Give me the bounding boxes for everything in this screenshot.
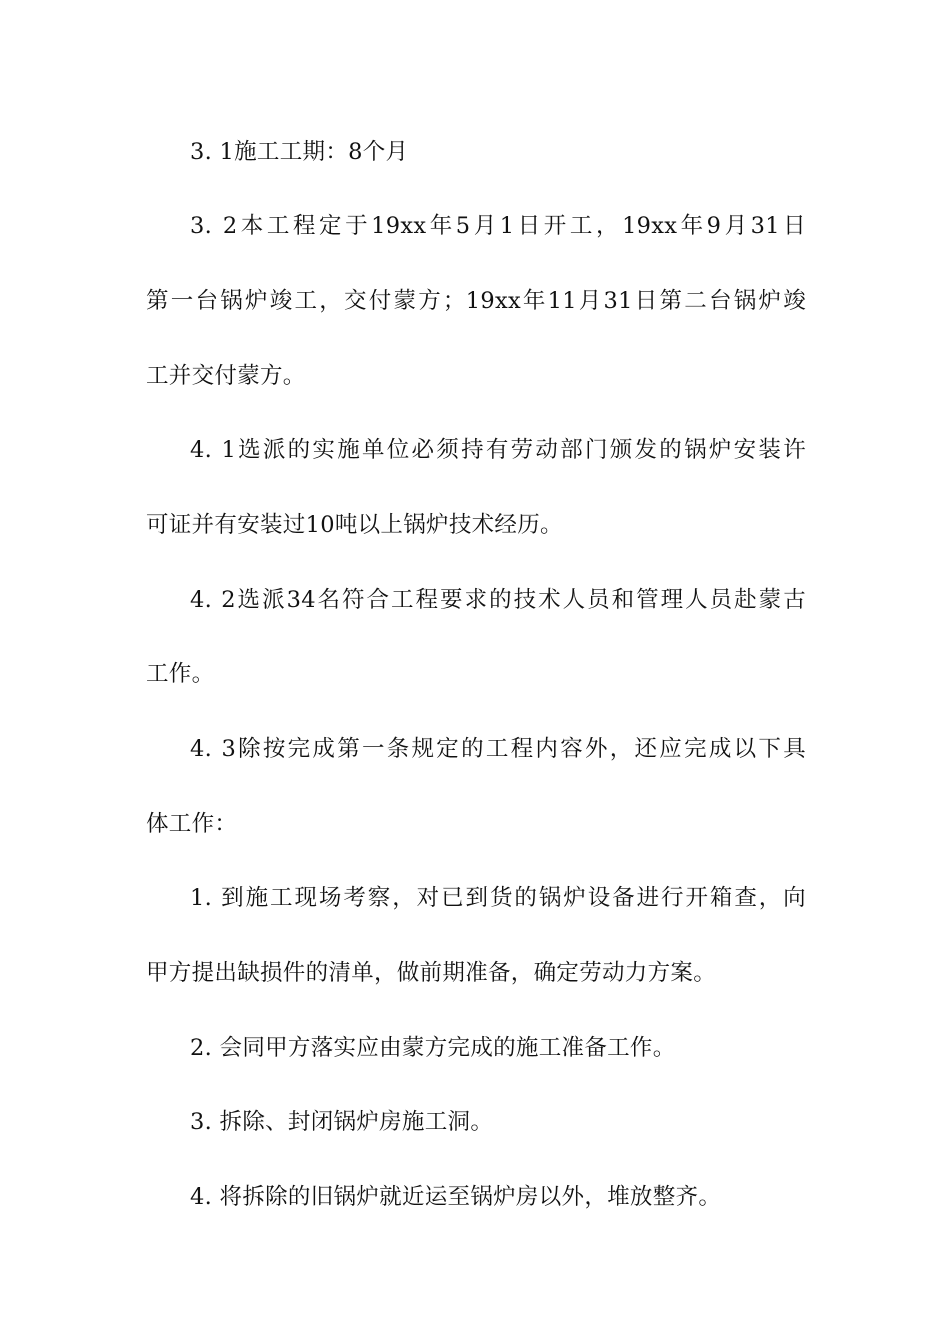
item-1-line-2: 甲方提出缺损件的清单，做前期准备，确定劳动力方案。: [146, 960, 717, 986]
clause-3-1: 3. 1施工工期：8个月: [190, 139, 409, 165]
clause-4-3-line-1: 4. 3除按完成第一条规定的工程内容外，还应完成以下具: [190, 736, 806, 762]
clause-4-1-line-1: 4. 1选派的实施单位必须持有劳动部门颁发的锅炉安装许: [190, 437, 806, 463]
clause-4-1-line-2: 可证并有安装过10吨以上锅炉技术经历。: [146, 512, 563, 538]
item-4: 4. 将拆除的旧锅炉就近运至锅炉房以外，堆放整齐。: [190, 1184, 722, 1210]
clause-3-2-line-1: 3. 2本工程定于19xx年5月1日开工，19xx年9月31日: [190, 213, 806, 239]
clause-4-2-line-2: 工作。: [146, 661, 215, 687]
item-1-line-1: 1. 到施工现场考察，对已到货的锅炉设备进行开箱查，向: [190, 885, 806, 911]
item-2: 2. 会同甲方落实应由蒙方完成的施工准备工作。: [190, 1035, 676, 1061]
clause-4-3-line-2: 体工作：: [146, 811, 238, 837]
clause-3-2-line-2: 第一台锅炉竣工，交付蒙方；19xx年11月31日第二台锅炉竣: [146, 288, 806, 314]
clause-4-2-line-1: 4. 2选派34名符合工程要求的技术人员和管理人员赴蒙古: [190, 587, 806, 613]
item-3: 3. 拆除、封闭锅炉房施工洞。: [190, 1109, 494, 1135]
clause-3-2-line-3: 工并交付蒙方。: [146, 363, 306, 389]
